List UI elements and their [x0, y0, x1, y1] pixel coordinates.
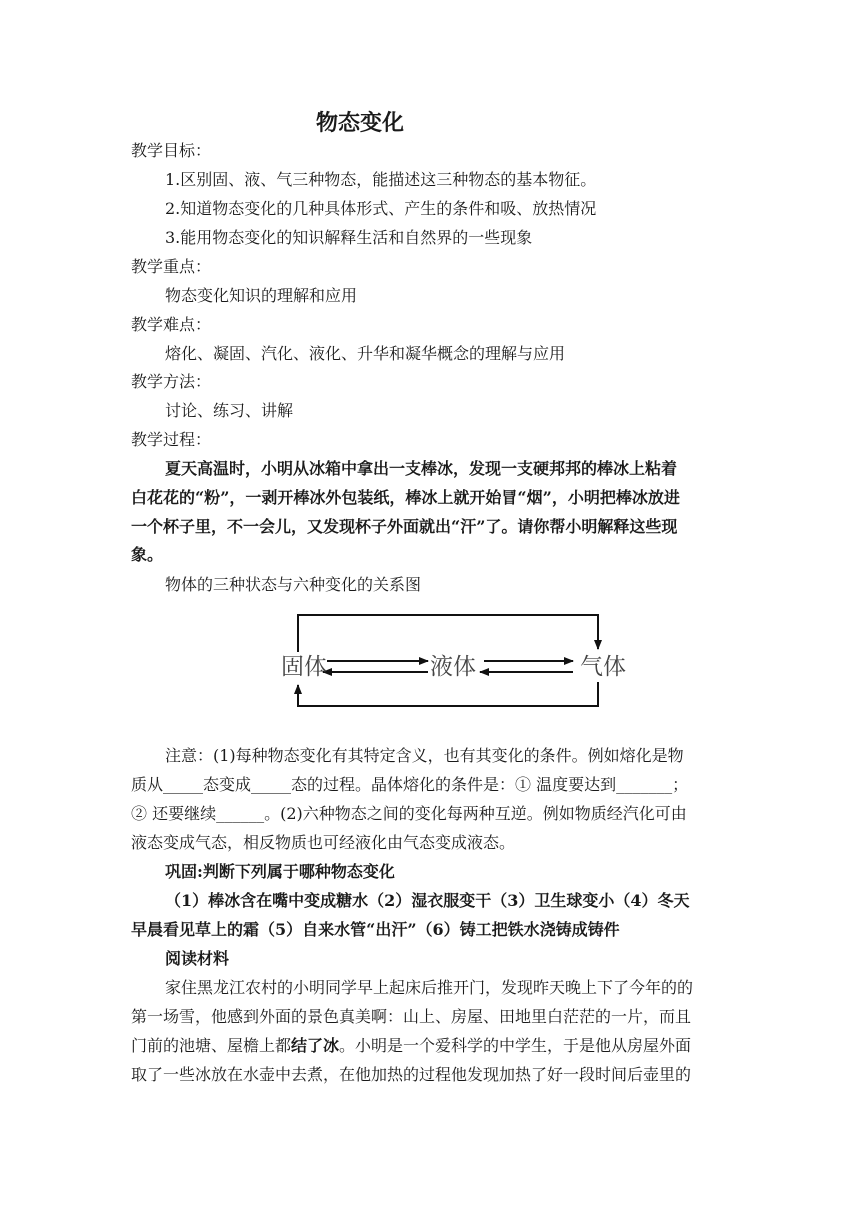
scenario-line: 白花花的“粉”，一剥开棒冰外包装纸，棒冰上就开始冒“烟”，小明把棒冰放进 — [131, 488, 680, 507]
process-heading: 教学过程： — [131, 430, 212, 449]
note-line: ② 还要继续______。(2)六种物态之间的变化每两种互逆。例如物质经汽化可由 — [131, 804, 687, 823]
reading-emphasis: 结了冰 — [291, 1036, 340, 1055]
gas-label: 气体 — [580, 654, 626, 680]
scenario-line: 一个杯子里，不一会儿，又发现杯子外面就出“汗”了。请你帮小明解释这些现 — [131, 517, 678, 536]
gas-to-solid-path — [298, 682, 598, 706]
methods-heading: 教学方法： — [131, 372, 212, 391]
diagram-caption: 物体的三种状态与六种变化的关系图 — [165, 575, 422, 594]
page-title: 物态变化 — [316, 111, 405, 136]
reading-text: 门前的池塘、屋檐上都 — [131, 1036, 292, 1055]
consolidation-line: 早晨看见草上的霜（5）自来水管“出汗”（6）铸工把铁水浇铸成铸件 — [131, 920, 620, 939]
reading-line — [131, 1036, 691, 1056]
solid-to-gas-path — [298, 615, 598, 652]
reading-text: 。小明是一个爱科学的中学生，于是他从房屋外面 — [339, 1036, 692, 1055]
key-points-heading: 教学重点： — [131, 257, 212, 276]
liquid-label: 液体 — [430, 654, 476, 680]
objective-item: 2.知道物态变化的几种具体形式、产生的条件和吸、放热情况 — [165, 199, 597, 218]
scenario-line: 夏天高温时，小明从冰箱中拿出一支棒冰，发现一支硬邦邦的棒冰上粘着 — [165, 459, 678, 478]
objective-item: 1.区别固、液、气三种物态，能描述这三种物态的基本物征。 — [165, 170, 597, 189]
note-line: 注意：(1)每种物态变化有其特定含义，也有其变化的条件。例如熔化是物 — [165, 746, 684, 765]
reading-line: 第一场雪，他感到外面的景色真美啊：山上、房屋、田地里白茫茫的一片，而且 — [131, 1007, 692, 1026]
consolidation-heading: 巩固:判断下列属于哪种物态变化 — [165, 862, 395, 881]
methods-text: 讨论、练习、讲解 — [165, 401, 294, 420]
objective-item: 3.能用物态变化的知识解释生活和自然界的一些现象 — [165, 228, 533, 247]
note-line: 液态变成气态，相反物质也可经液化由气态变成液态。 — [131, 833, 516, 852]
difficulties-heading: 教学难点： — [131, 315, 212, 334]
key-points-text: 物态变化知识的理解和应用 — [165, 286, 358, 305]
reading-heading: 阅读材料 — [165, 949, 230, 968]
consolidation-line: （1）棒冰含在嘴中变成糖水（2）湿衣服变干（3）卫生球变小（4）冬天 — [165, 891, 690, 910]
note-line: 质从_____态变成_____态的过程。晶体熔化的条件是：① 温度要达到_______； — [131, 775, 689, 794]
difficulties-text: 熔化、凝固、汽化、液化、升华和凝华概念的理解与应用 — [165, 344, 566, 363]
reading-line: 取了一些冰放在水壶中去煮，在他加热的过程他发现加热了好一段时间后壶里的 — [131, 1065, 692, 1084]
reading-line: 家住黑龙江农村的小明同学早上起床后推开门，发现昨天晚上下了今年的的 — [165, 978, 694, 997]
solid-label: 固体 — [281, 654, 327, 680]
scenario-line: 象。 — [131, 545, 164, 564]
objectives-heading: 教学目标： — [131, 141, 212, 160]
